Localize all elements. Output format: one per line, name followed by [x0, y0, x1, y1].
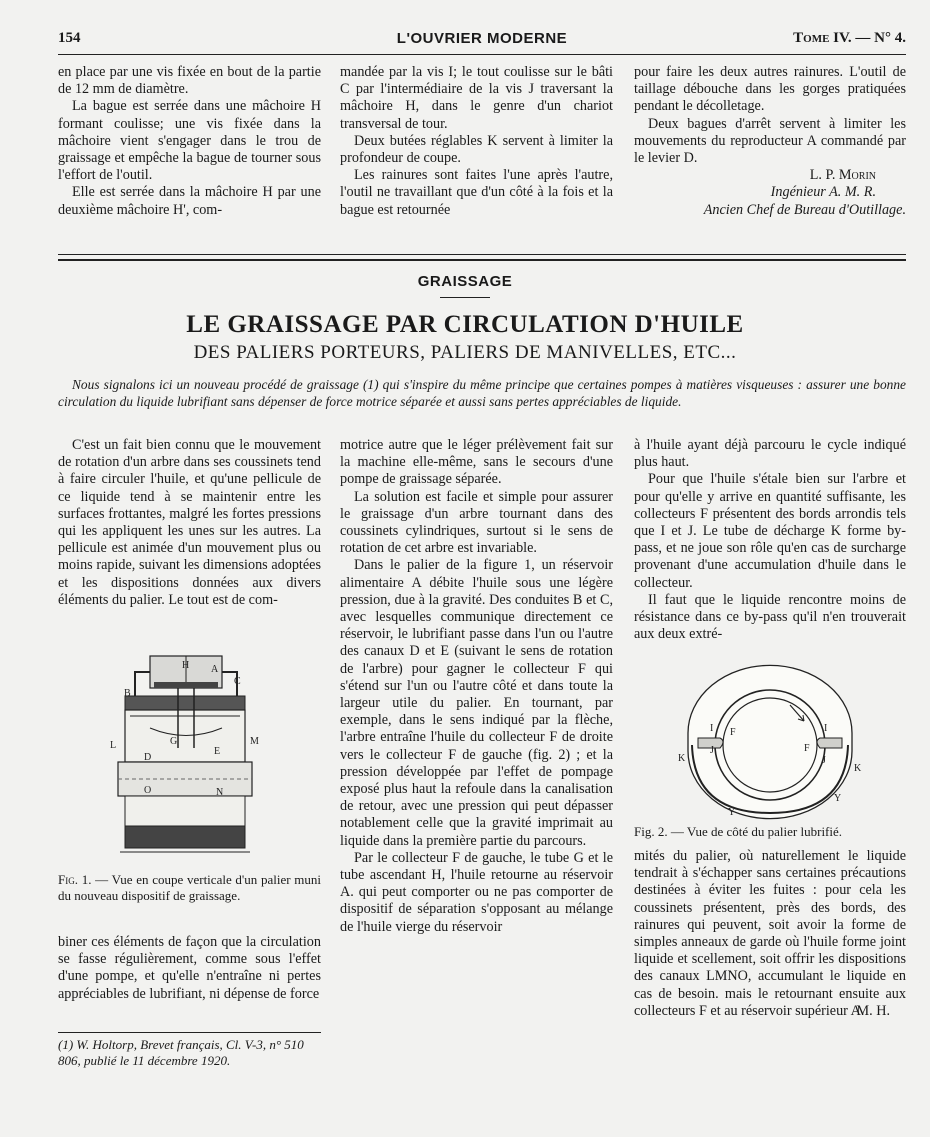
figure-1-caption-label: Fig. 1. [58, 872, 92, 887]
article-column-3-bottom [634, 848, 906, 1020]
paragraph: Il faut que le liquide rencontre moins de résistance dans ce by-pass qu'il n'en trouverait aux deux extré- [634, 591, 906, 643]
figure-label: N [216, 787, 224, 798]
article-subtitle: DES PALIERS PORTEURS, PALIERS DE MANIVELLES, ETC... [193, 342, 737, 363]
figure-1-caption [58, 872, 321, 903]
paragraph: La solution est facile et simple pour assurer le graissage d'un arbre tournant dans des coussinets cylindriques, surtout si le sens de rotation de cet arbre est invariable. [340, 488, 613, 557]
figure-label: I [824, 723, 828, 734]
figure-label: O [144, 785, 152, 796]
page-number: 154 [58, 30, 81, 46]
figure-2-bearing-side-view [670, 663, 870, 821]
paragraph: pour faire les deux autres rainures. L'outil de taillage débouche dans les gorges pratiquées pendant le décolletage. [634, 64, 906, 115]
figure-2-caption: Fig. 2. — Vue de côté du palier lubrifié. [634, 824, 843, 839]
issue-number: Tome IV. — N° 4. [793, 30, 906, 46]
header-rule [58, 54, 906, 55]
figure-1-caption-text: — Vue en coupe verticale d'un palier muni du nouveau dispositif de graissage. [58, 872, 322, 903]
paragraph: mités du palier, où naturellement le liquide tendrait à s'échapper sans certaines précautions destinées à éviter les fuites : pour cela les coussinets présentent, près des bords, des rainures qui peuvent, soit avoir la forme de simples anneaux de garde où l'huile forme joint liquide et scellement, soit offrir les dispositions des canaux LMNO, accumulant le liquide en cas de besoin. mais le retournant ensuite aux collecteurs F et au réservoir supérieur A. [634, 848, 906, 1019]
article-intro: Nous signalons ici un nouveau procédé de graissage (1) qui s'inspire du même principe que certaines pompes à matières visqueuses : assurer une bonne circulation du liquide lubrifiant sans dépenser de force motrice séparée et aussi sans pertes appréciables de liquide. [58, 377, 906, 409]
figure-label: I [710, 723, 714, 734]
figure-label: C [234, 676, 241, 687]
figure-label: L [110, 740, 117, 751]
article-column-2 [340, 437, 613, 936]
figure-label: B [124, 688, 131, 699]
prev-article-column-3 [634, 64, 906, 219]
figure-label: J [710, 745, 714, 756]
section-rule-top [58, 254, 906, 255]
article-column-3-top [634, 437, 906, 643]
paragraph: motrice autre que le léger prélèvement fait sur la machine elle-même, sans le secours d'une pompe de graissage séparée. [340, 437, 613, 488]
running-head [58, 30, 906, 52]
paragraph: Par le collecteur F de gauche, le tube G et le tube ascendant H, l'huile retourne au réservoir A. qui peut comporter ou ne pas comporter de dispositif de séparation s'opposant au mélange de l'huile vierge du réservoir [340, 849, 613, 935]
signature-name: L. P. Morin [809, 167, 876, 184]
rubric-underline [440, 297, 490, 298]
section-rule-bottom [58, 259, 906, 261]
signature-role: Ancien Chef de Bureau d'Outillage. [703, 201, 906, 218]
paragraph: Deux butées réglables K servent à limiter la profondeur de coupe. [340, 132, 613, 167]
paragraph: en place par une vis fixée en bout de la partie de 12 mm de diamètre. [58, 64, 321, 98]
figure-label: D [144, 752, 152, 763]
paragraph: à l'huile ayant déjà parcouru le cycle indiqué plus haut. [634, 437, 906, 471]
figure-label: M [250, 736, 259, 747]
figure-label: Y [834, 793, 842, 804]
section-rubric: GRAISSAGE [417, 273, 513, 290]
figure-label: J [822, 755, 826, 766]
signature-title: Ingénieur A. M. R. [770, 184, 876, 201]
article-column-1-top [58, 437, 321, 609]
figure-label: F [730, 727, 736, 738]
figure-1-bearing-section [110, 648, 260, 864]
paragraph: Dans le palier de la figure 1, un réservoir alimentaire A débite l'huile sous une légère pression, due à la gravité. Des conduites B et C, avec lesquelles communique directement ce réservoir, le lubrifiant passe dans l'un ou l'autre des canaux D et E (suivant le sens de rotation de l'arbre) pour gagner le collecteur F qui s'étend sur l'un ou l'autre côté et dans toute la largeur utile du palier. En tournant, par exemple, dans le sens indiqué par la flèche, l'arbre entraîne l'huile du collecteur F de droite vers le collecteur F de gauche (fig. 2) ; et la pression développée par l'effet de pompage exposé plus haut la refoule dans la canalisation de retour, avec une pression qui peut dépasser notablement celle que la gravité imprimait au liquide dans la première partie du parcours. [340, 557, 613, 849]
article-column-1-bottom [58, 934, 321, 1003]
figure-label: G [170, 736, 178, 747]
prev-article-signature [634, 167, 906, 219]
paragraph: Deux bagues d'arrêt servent à limiter les mouvements du reproducteur A commandé par le levier D. [634, 115, 906, 167]
figure-label: A [211, 664, 219, 675]
figure-label: H [182, 660, 190, 671]
paragraph: mandée par la vis I; le tout coulisse sur le bâti C par l'intermédiaire de la vis J traversant la mâchoire H, dans le genre d'un chariot transversal de tour. [340, 64, 613, 132]
footnote-rule [58, 1032, 321, 1033]
figure-label: Y [728, 807, 736, 818]
paragraph: biner ces éléments de façon que la circulation se fasse régulièrement, comme sous l'effet d'une pompe, et qu'elle n'entraîne ni pertes appréciables de lubrifiant, ni dépense de force [58, 934, 321, 1002]
journal-title: L'OUVRIER MODERNE [396, 30, 568, 47]
paragraph: La bague est serrée dans une mâchoire H formant coulisse; une vis fixée dans la mâchoire vient s'engager dans le trou de graissage et empêche la bague de tourner sous l'effort de l'outil. [58, 98, 321, 184]
figure-label: F [804, 743, 810, 754]
figure-label: K [854, 763, 862, 774]
paragraph: Les rainures sont faites l'une après l'autre, l'outil ne travaillant que d'un côté à la fois et la bague est retournée [340, 167, 613, 218]
figure-label: E [214, 746, 221, 757]
paragraph: Pour que l'huile s'étale bien sur l'arbre et pour qu'elle y arrive en quantité suffisante, les collecteurs F présentent des bords arrondis tels que I et J. Le tube de décharge K forme by-pass, et ne joue son rôle qu'en cas de surcharge provenant d'une accumulation d'huile dans le collecteur. [634, 471, 906, 591]
figure-label: K [678, 753, 686, 764]
article-title: LE GRAISSAGE PAR CIRCULATION D'HUILE [186, 311, 744, 338]
paragraph: Elle est serrée dans la mâchoire H par une deuxième mâchoire H', com- [58, 184, 321, 218]
article-signature: M. H. [856, 1003, 890, 1020]
prev-article-column-2 [340, 64, 613, 219]
footnote: (1) W. Holtorp, Brevet français, Cl. V-3, n° 510 806, publié le 11 décembre 1920. [58, 1037, 304, 1068]
paragraph: C'est un fait bien connu que le mouvement de rotation d'un arbre dans ses coussinets tend à faire circuler l'huile, et qu'une pellicule de ce liquide tend à se maintenir entre les surfaces frottantes, malgré les fortes pressions qui les appliquent les unes sur les autres. La pellicule est animée d'un mouvement plus ou moins rapide, suivant les dimensions adoptées et les dispositions données aux divers éléments du palier. Le tout est de com- [58, 437, 321, 608]
prev-article-column-1 [58, 64, 321, 219]
